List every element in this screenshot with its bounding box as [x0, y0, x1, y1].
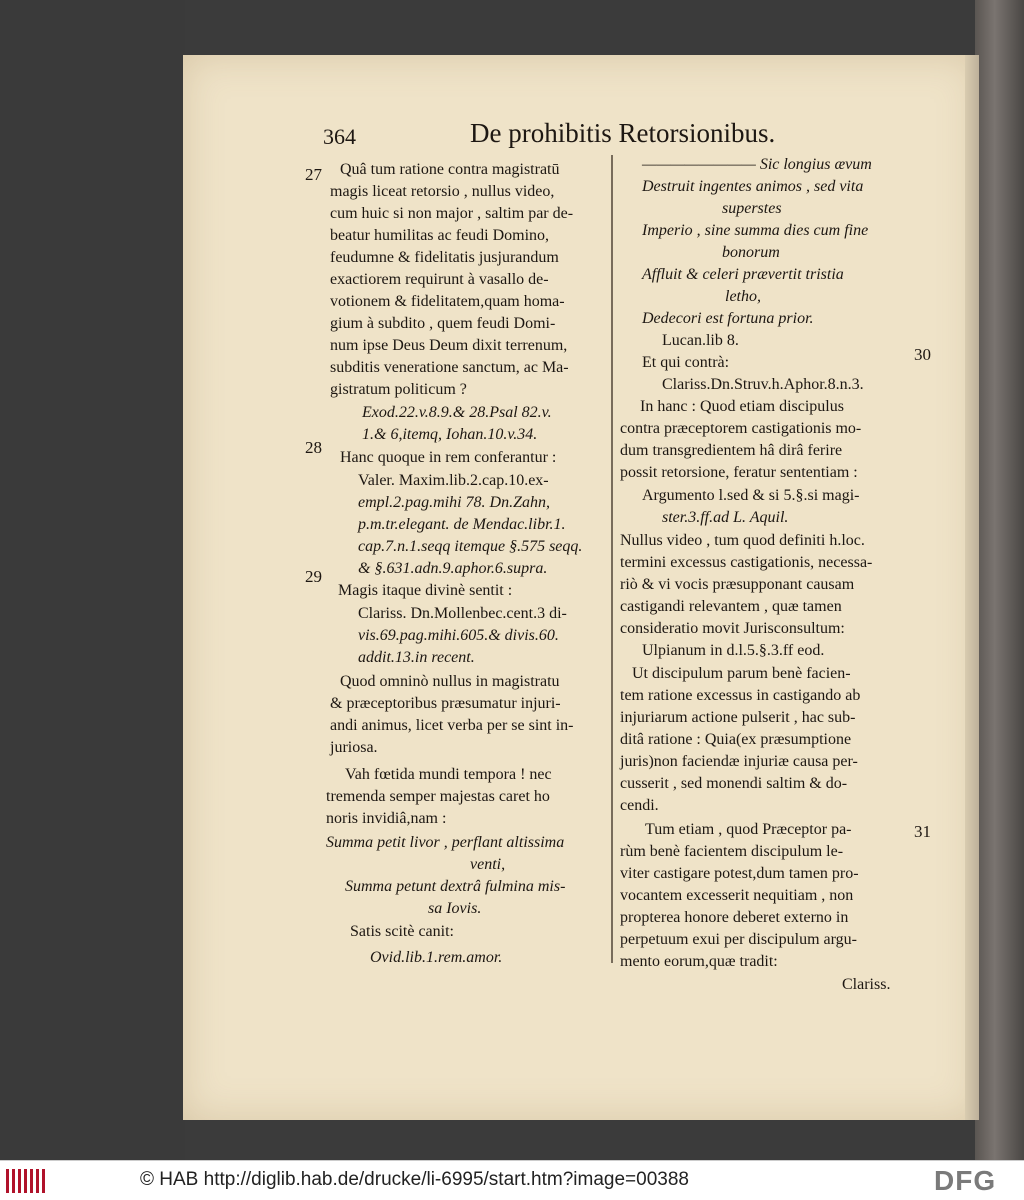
text-line: perpetuum exui per discipulum argu-	[620, 931, 857, 948]
citation-line: Argumento l.sed & si 5.§.si magi-	[642, 487, 860, 504]
citation-line: Valer. Maxim.lib.2.cap.10.ex-	[358, 472, 549, 489]
text-line: contra præceptorem castigationis mo-	[620, 420, 862, 437]
text-line: termini excessus castigationis, necessa-	[620, 554, 873, 571]
text-line: Magis itaque divinè sentit :	[338, 582, 513, 599]
margin-number: 27	[305, 165, 322, 184]
text-line: Et qui contrà:	[642, 354, 730, 371]
text-line: Tum etiam , quod Præceptor pa-	[645, 821, 852, 838]
margin-number: 29	[305, 567, 322, 586]
citation-line: vis.69.pag.mihi.605.& divis.60.	[358, 627, 559, 644]
text-line: Ut discipulum parum benè facien-	[632, 665, 851, 682]
text-line: cusserit , sed monendi saltim & do-	[620, 775, 848, 792]
text-line: cendi.	[620, 797, 659, 814]
verse-line: Summa petunt dextrâ fulmina mis-	[345, 878, 566, 895]
running-head: De prohibitis Retorsionibus.	[470, 118, 776, 148]
text-line: ditâ ratione : Quia(ex præsumptione	[620, 731, 852, 748]
verse-line: letho,	[725, 288, 761, 305]
margin-number: 30	[914, 345, 931, 364]
book-page	[183, 55, 978, 1120]
text-line: beatur humilitas ac feudi Domino,	[330, 227, 550, 244]
text-line: juriosa.	[330, 739, 378, 756]
text-line: tem ratione excessus in castigando ab	[620, 687, 861, 704]
text-line: subditis veneratione sanctum, ac Ma-	[330, 359, 569, 376]
verse-line: bonorum	[722, 244, 780, 261]
verse-line: Summa petit livor , perflant altissima	[326, 834, 565, 851]
text-line: feudumne & fidelitatis jusjurandum	[330, 249, 559, 266]
text-line: andi animus, licet verba per se sint in-	[330, 717, 574, 734]
citation-line: ster.3.ff.ad L. Aquil.	[662, 509, 789, 526]
viewer-background-left	[0, 0, 185, 1160]
text-line: castigandi relevantem , quæ tamen	[620, 598, 842, 615]
citation-line: Lucan.lib 8.	[662, 332, 739, 349]
margin-number: 31	[914, 822, 931, 841]
text-line: possit retorsione, feratur sententiam :	[620, 464, 858, 481]
verse-line: Destruit ingentes animos , sed vita	[642, 178, 864, 195]
text-line: tremenda semper majestas caret ho	[326, 788, 550, 805]
citation-line: addit.13.in recent.	[358, 649, 475, 666]
catchword: Clariss.	[842, 976, 891, 993]
verse-line: sa Iovis.	[428, 900, 482, 917]
text-line: votionem & fidelitatem,quam homa-	[330, 293, 565, 310]
text-line: propterea honore deberet externo in	[620, 909, 849, 926]
verse-line: Dedecori est fortuna prior.	[642, 310, 814, 327]
verse-line: Imperio , sine summa dies cum fine	[642, 222, 869, 239]
verse-line: Affluit & celeri prævertit tristia	[642, 266, 844, 283]
citation-line: cap.7.n.1.seqq itemque §.575 seqq.	[358, 538, 583, 555]
citation-line: Ovid.lib.1.rem.amor.	[370, 949, 503, 966]
citation-line: & §.631.adn.9.aphor.6.supra.	[358, 560, 548, 577]
text-line: viter castigare potest,dum tamen pro-	[620, 865, 859, 882]
text-line: gium à subdito , quem feudi Domi-	[330, 315, 556, 332]
text-line: Quâ tum ratione contra magistratū	[340, 161, 560, 178]
verse-line: venti,	[470, 856, 506, 873]
text-line: num ipse Deus Deum dixit terrenum,	[330, 337, 568, 354]
text-line: juris)non faciendæ injuriæ causa per-	[620, 753, 858, 770]
citation-line: Ulpianum in d.l.5.§.3.ff eod.	[642, 642, 825, 659]
verse-line: ———————— Sic longius ævum	[642, 156, 872, 173]
column-divider	[611, 155, 613, 963]
text-line: dum transgredientem hâ dirâ ferire	[620, 442, 843, 459]
viewer-background-right	[975, 0, 1024, 1160]
margin-number: 28	[305, 438, 322, 457]
text-line: Hanc quoque in rem conferantur :	[340, 449, 557, 466]
text-line: noris invidiâ,nam :	[326, 810, 447, 827]
text-line: riò & vi vocis præsupponant causam	[620, 576, 855, 593]
dfg-logo: DFG	[934, 1165, 997, 1196]
citation-line: empl.2.pag.mihi 78. Dn.Zahn,	[358, 494, 550, 511]
text-line: magis liceat retorsio , nullus video,	[330, 183, 555, 200]
text-line: Satis scitè canit:	[350, 923, 454, 940]
text-line: exactiorem requirunt à vasallo de-	[330, 271, 549, 288]
citation-line: 1.& 6,itemq, Iohan.10.v.34.	[362, 426, 538, 443]
text-line: & præceptoribus præsumatur injuri-	[330, 695, 561, 712]
text-line: gistratum politicum ?	[330, 381, 467, 398]
citation-line: Clariss.Dn.Struv.h.Aphor.8.n.3.	[662, 376, 864, 393]
barcode-icon	[6, 1169, 46, 1193]
footer-bar	[0, 1160, 1024, 1200]
text-line: consideratio movit Jurisconsultum:	[620, 620, 845, 637]
text-line: Vah fœtida mundi tempora ! nec	[345, 766, 552, 783]
citation-line: Exod.22.v.8.9.& 28.Psal 82.v.	[362, 404, 552, 421]
text-line: In hanc : Quod etiam discipulus	[640, 398, 844, 415]
page-spine	[965, 55, 979, 1120]
text-line: Nullus video , tum quod definiti h.loc.	[620, 532, 865, 549]
copyright-link[interactable]: © HAB http://diglib.hab.de/drucke/li-6995/start.htm?image=00388	[140, 1169, 689, 1190]
citation-line: Clariss. Dn.Mollenbec.cent.3 di-	[358, 605, 567, 622]
page-number: 364	[323, 124, 356, 149]
verse-line: superstes	[722, 200, 782, 217]
text-line: Quod omninò nullus in magistratu	[340, 673, 560, 690]
text-line: cum huic si non major , saltim par de-	[330, 205, 574, 222]
text-line: mento eorum,quæ tradit:	[620, 953, 778, 970]
text-line: rùm benè facientem discipulum le-	[620, 843, 844, 860]
text-line: injuriarum actione pulserit , hac sub-	[620, 709, 856, 726]
citation-line: p.m.tr.elegant. de Mendac.libr.1.	[358, 516, 566, 533]
text-line: vocantem excesserit nequitiam , non	[620, 887, 854, 904]
